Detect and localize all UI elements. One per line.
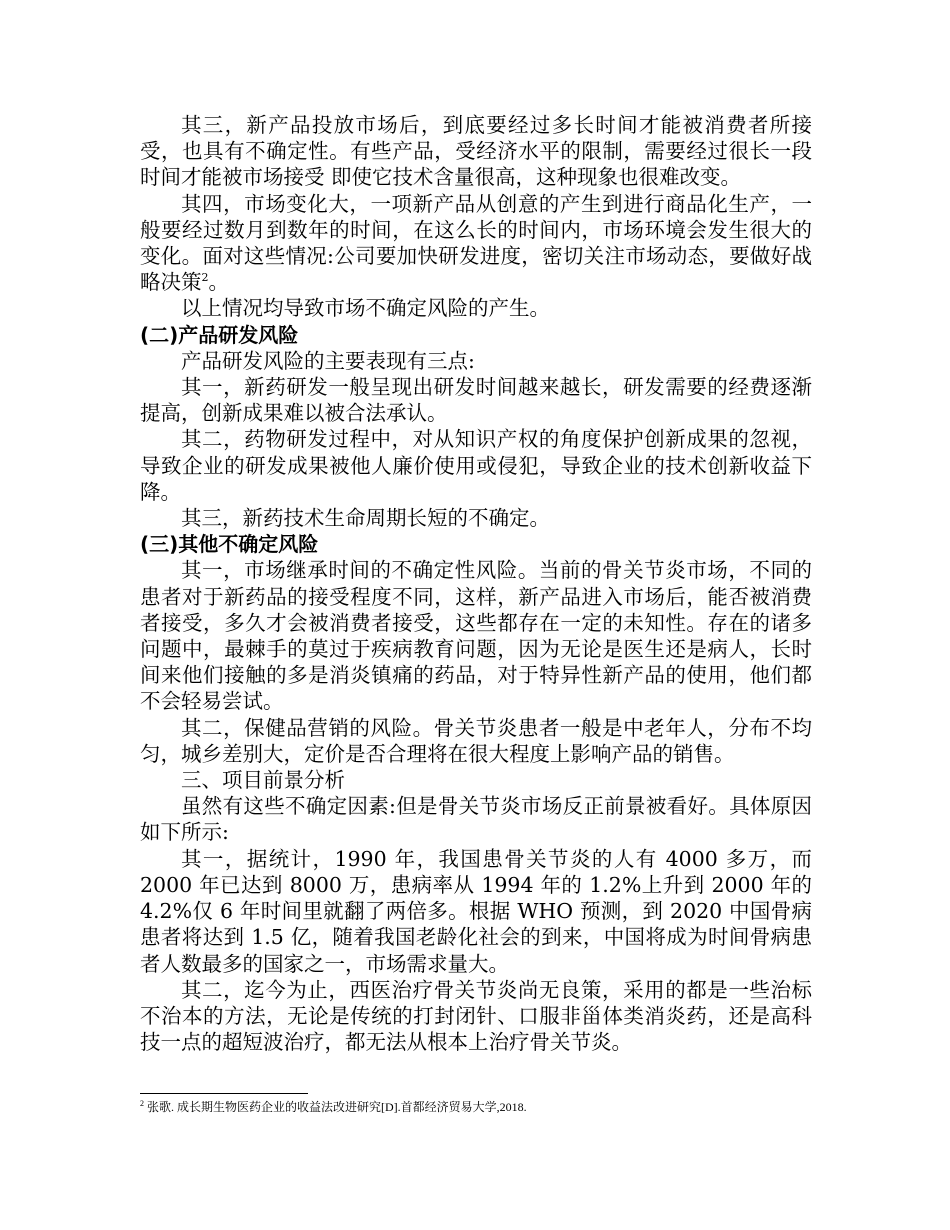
footnote <box>140 1099 820 1115</box>
section-heading-rnd-risk: (二)产品研发风险 <box>140 322 299 347</box>
paragraph-other-second: 其二，保健品营销的风险。骨关节炎患者一般是中老年人，分布不均匀，城乡差别大，定价是否合理将在很大程度上影响产品的销售。 <box>140 715 812 766</box>
footnote-divider <box>140 1093 308 1094</box>
section-heading-other-risk: (三)其他不确定风险 <box>140 532 319 557</box>
footnote-reference[interactable]: 2 <box>201 271 209 285</box>
paragraph-prospects-second: 其二，迄今为止，西医治疗骨关节炎尚无良策，采用的都是一些治标不治本的方法，无论是传统的打封闭针、口服非甾体类消炎药，还是高科技一点的超短波治疗，都无法从根本上治疗骨关节炎。 <box>140 977 812 1055</box>
paragraph-market-change <box>140 191 812 296</box>
paragraph-prospects-intro: 虽然有这些不确定因素:但是骨关节炎市场反正前景被看好。具体原因如下所示: <box>140 794 812 845</box>
footnote-text: 张歌. 成长期生物医药企业的收益法改进研究[D].首都经济贸易大学,2018. <box>144 1100 527 1114</box>
paragraph-market-change-end: 。 <box>208 270 229 295</box>
section-heading-prospects: 三、项目前景分析 <box>181 768 345 793</box>
paragraph-rnd-first: 其一，新药研发一般呈现出研发时间越来越长，研发需要的经费逐渐提高，创新成果难以被合法承认。 <box>140 375 812 426</box>
paragraph-market-change-text: 其四，市场变化大，一项新产品从创意的产生到进行商品化生产，一般要经过数月到数年的时间，在这么长的时间内，市场环境会发生很大的变化。面对这些情况:公司要加快研发进度，密切关注市场动态，要做好战略决策 <box>140 191 812 295</box>
document-body <box>140 112 812 1055</box>
paragraph-market-summary: 以上情况均导致市场不确定风险的产生。 <box>181 296 550 321</box>
paragraph-market-acceptance: 其三，新产品投放市场后，到底要经过多长时间才能被消费者所接受，也具有不确定性。有些产品，受经济水平的限制，需要经过很长一段时间才能被市场接受 即使它技术含量很高，这种现象也很难改变。 <box>140 113 812 190</box>
paragraph-rnd-second: 其二，药物研发过程中，对从知识产权的角度保护创新成果的忽视，导致企业的研发成果被他人廉价使用或侵犯，导致企业的技术创新收益下降。 <box>140 427 812 504</box>
paragraph-rnd-intro: 产品研发风险的主要表现有三点: <box>181 348 475 373</box>
paragraph-prospects-first: 其一，据统计，1990 年，我国患骨关节炎的人有 4000 多万，而 2000 年已达到 8000 万，患病率从 1994 年的 1.2%上升到 2000 年的 4.2%仅 6 年时间里就翻了两倍多。根据 WHO 预测，到 2020 中国骨病患者将达到 1.5 亿，随着我国老龄化社会的到来，中国将成为时间骨病患者人数最多的国家之一，市场需求量大。 <box>140 846 812 976</box>
footnote-number: 2 <box>140 1099 144 1108</box>
paragraph-rnd-third: 其三，新药技术生命周期长短的不确定。 <box>181 506 550 531</box>
paragraph-other-first: 其一，市场继承时间的不确定性风险。当前的骨关节炎市场，不同的患者对于新药品的接受程度不同，这样，新产品进入市场后，能否被消费者接受，多久才会被消费者接受，这些都存在一定的未知性。存在的诸多问题中，最棘手的莫过于疾病教育问题，因为无论是医生还是病人，长时间来他们接触的多是消炎镇痛的药品，对于特异性新产品的使用，他们都不会轻易尝试。 <box>140 558 812 714</box>
